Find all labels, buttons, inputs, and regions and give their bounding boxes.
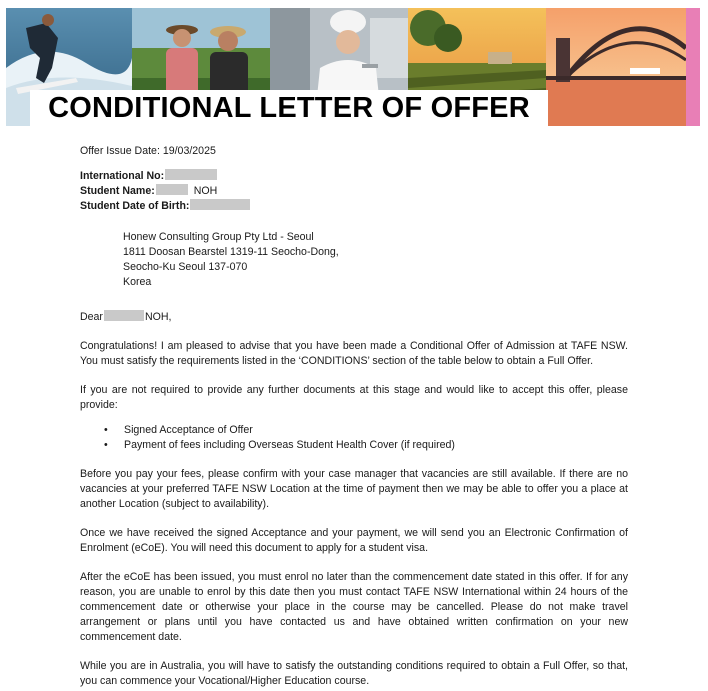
letter-title: CONDITIONAL LETTER OF OFFER [48,92,530,124]
recipient-address [123,230,628,290]
address-line: Korea [123,276,152,288]
student-name-surname: NOH [193,185,218,197]
dob-label: Student Date of Birth: [80,200,190,212]
dob-row [80,199,628,214]
paragraph-enrolment: After the eCoE has been issued, you must enrol no later than the commencement date stated in this offer. If for any reason, you are unable to enrol by this date then you must contact TAFE NSW International within 24 hours of the commencement date or otherwise your place in the course may be cancelled. Please do not make travel arrangement or plans until you have contacted us and have obtained written confirmation on your new commencement date. [80,571,628,643]
greeting-end: NOH, [144,311,172,323]
letter-body [80,144,628,689]
address-line: 1811 Doosan Bearstel 1319-11 Seocho-Dong, [123,246,339,258]
international-no-row [80,169,628,184]
pink-accent-bar [686,8,700,126]
redacted-greeting-name [104,310,144,321]
student-name-label: Student Name: [80,185,155,197]
paragraph-ecoe: Once we have received the signed Acceptance and your payment, we will send you an Electronic Confirmation of Enrolment (eCoE). You will need this document to apply for a student visa. [80,527,628,554]
issue-date: Offer Issue Date: 19/03/2025 [80,145,216,157]
list-item: • Payment of fees including Overseas Student Health Cover (if required) [80,438,628,453]
student-name-row [80,184,628,199]
paragraph-fees: Before you pay your fees, please confirm with your case manager that vacancies are still available. If there are no vacancies at your preferred TAFE NSW Location at the time of payment then we may be able to offer you a place at another Location (subject to availability). [80,468,628,510]
greeting-start: Dear [80,311,103,323]
required-items-list [80,423,628,453]
international-no-label: International No: [80,170,165,182]
address-line: Seocho-Ku Seoul 137-070 [123,261,248,273]
address-line: Honew Consulting Group Pty Ltd - Seoul [123,231,314,243]
list-item: • Signed Acceptance of Offer [80,423,628,438]
harbour-bridge-photo [546,8,686,126]
redacted-dob [190,199,250,210]
banner [6,8,700,126]
paragraph-accept-instructions: If you are not required to provide any further documents at this stage and would like to accept this offer, please provide: [80,384,628,411]
redacted-student-name [156,184,188,195]
greeting [80,310,628,325]
paragraph-congratulations: Congratulations! I am pleased to advise that you have been made a Conditional Offer of Admission at TAFE NSW. You must satisfy the requirements listed in the ‘CONDITIONS’ section of the table below to obtain a Full Offer. [80,340,628,367]
paragraph-conditions: While you are in Australia, you will have to satisfy the outstanding conditions required to obtain a Full Offer, so that, you can commence your Vocational/Higher Education course. [80,660,628,687]
redacted-international-no [165,169,217,180]
